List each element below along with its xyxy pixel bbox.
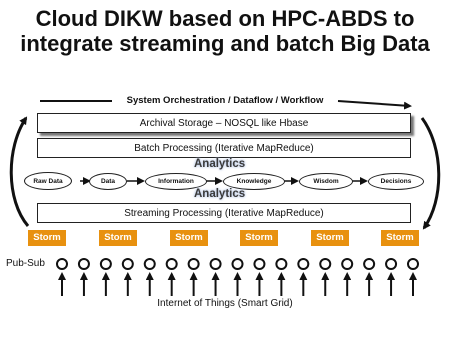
dikw-stage-data: Data xyxy=(89,173,127,190)
pubsub-circle xyxy=(233,259,243,269)
analytics-label-lower: Analytics xyxy=(194,188,246,200)
storm-node-4: Storm xyxy=(240,230,278,246)
pubsub-circle xyxy=(408,259,418,269)
pubsub-circle xyxy=(254,259,264,269)
batch-processing-box: Batch Processing (Iterative MapReduce) xyxy=(37,138,411,158)
pubsub-circle xyxy=(298,259,308,269)
pubsub-circle xyxy=(167,259,177,269)
pubsub-circle xyxy=(320,259,330,269)
archival-storage-box: Archival Storage – NOSQL like Hbase xyxy=(37,113,411,133)
storm-node-6: Storm xyxy=(381,230,419,246)
right-curved-arrow xyxy=(422,118,439,228)
pubsub-circle xyxy=(342,259,352,269)
pubsub-circle xyxy=(57,259,67,269)
dikw-stage-information: Information xyxy=(145,173,207,190)
title-line-1: Cloud DIKW based on HPC-ABDS to xyxy=(35,6,415,31)
storm-node-3: Storm xyxy=(170,230,208,246)
storm-node-1: Storm xyxy=(28,230,66,246)
dikw-stage-wisdom: Wisdom xyxy=(299,173,353,190)
orchestration-label: System Orchestration / Dataflow / Workflow xyxy=(126,95,324,106)
dikw-stage-raw-data: Raw Data xyxy=(24,172,72,190)
pubsub-circle xyxy=(101,259,111,269)
analytics-label-upper: Analytics xyxy=(194,158,246,170)
dikw-stage-decisions: Decisions xyxy=(368,173,424,190)
pubsub-circle xyxy=(386,259,396,269)
pubsub-circle xyxy=(79,259,89,269)
dikw-stage-knowledge: Knowledge xyxy=(223,173,285,190)
pubsub-circle xyxy=(211,259,221,269)
streaming-processing-box: Streaming Processing (Iterative MapReduce) xyxy=(37,203,411,223)
storm-node-5: Storm xyxy=(311,230,349,246)
storm-node-2: Storm xyxy=(99,230,137,246)
pubsub-circle xyxy=(189,259,199,269)
pubsub-circle xyxy=(145,259,155,269)
pubsub-circle xyxy=(123,259,133,269)
iot-label: Internet of Things (Smart Grid) xyxy=(157,298,293,309)
pubsub-circles-and-iot-arrows xyxy=(57,259,418,296)
pubsub-label: Pub-Sub xyxy=(6,258,45,269)
left-curved-arrow xyxy=(11,118,28,226)
pubsub-circle xyxy=(364,259,374,269)
pubsub-circle xyxy=(276,259,286,269)
title-line-2: integrate streaming and batch Big Data xyxy=(20,31,430,56)
